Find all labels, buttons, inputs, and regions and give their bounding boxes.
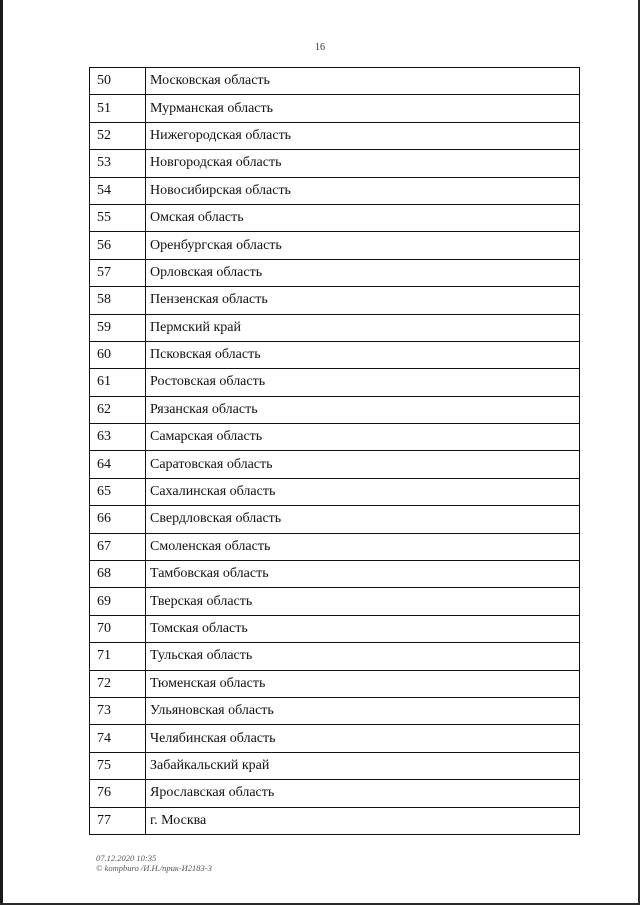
- region-name: г. Москва: [146, 807, 580, 834]
- row-number: 59: [90, 314, 146, 341]
- row-number: 63: [90, 424, 146, 451]
- region-name: Мурманская область: [146, 95, 580, 122]
- table-row: [90, 533, 580, 560]
- table-row: [90, 506, 580, 533]
- region-name: Саратовская область: [146, 451, 580, 478]
- row-number: 77: [90, 807, 146, 834]
- table-row: [90, 561, 580, 588]
- row-number: 75: [90, 752, 146, 779]
- table-row: [90, 752, 580, 779]
- table-row: [90, 68, 580, 95]
- region-name: Сахалинская область: [146, 478, 580, 505]
- table-row: [90, 177, 580, 204]
- region-name: Челябинская область: [146, 725, 580, 752]
- row-number: 52: [90, 122, 146, 149]
- row-number: 61: [90, 369, 146, 396]
- table-row: [90, 150, 580, 177]
- region-name: Нижегородская область: [146, 122, 580, 149]
- row-number: 76: [90, 780, 146, 807]
- table-row: [90, 725, 580, 752]
- region-name: Тамбовская область: [146, 561, 580, 588]
- table-row: [90, 259, 580, 286]
- row-number: 71: [90, 643, 146, 670]
- table-row: [90, 670, 580, 697]
- table-row: [90, 478, 580, 505]
- row-number: 50: [90, 68, 146, 95]
- table-row: [90, 780, 580, 807]
- row-number: 73: [90, 697, 146, 724]
- row-number: 69: [90, 588, 146, 615]
- table-row: [90, 232, 580, 259]
- row-number: 68: [90, 561, 146, 588]
- region-name: Тюменская область: [146, 670, 580, 697]
- region-name: Ярославская область: [146, 780, 580, 807]
- table-row: [90, 204, 580, 231]
- table-row: [90, 122, 580, 149]
- table-row: [90, 341, 580, 368]
- table-row: [90, 95, 580, 122]
- row-number: 64: [90, 451, 146, 478]
- region-name: Смоленская область: [146, 533, 580, 560]
- regions-table: [89, 67, 580, 835]
- region-name: Пензенская область: [146, 287, 580, 314]
- row-number: 70: [90, 615, 146, 642]
- footer-timestamp: 07.12.2020 10:35: [96, 853, 157, 863]
- row-number: 55: [90, 204, 146, 231]
- region-name: Рязанская область: [146, 396, 580, 423]
- table-row: [90, 396, 580, 423]
- region-name: Оренбургская область: [146, 232, 580, 259]
- region-name: Самарская область: [146, 424, 580, 451]
- region-name: Забайкальский край: [146, 752, 580, 779]
- table-row: [90, 615, 580, 642]
- table-row: [90, 314, 580, 341]
- region-name: Московская область: [146, 68, 580, 95]
- region-name: Томская область: [146, 615, 580, 642]
- region-name: Тверская область: [146, 588, 580, 615]
- document-footer: [96, 853, 212, 873]
- table-row: [90, 643, 580, 670]
- row-number: 65: [90, 478, 146, 505]
- table-row: [90, 424, 580, 451]
- row-number: 51: [90, 95, 146, 122]
- table-row: [90, 451, 580, 478]
- row-number: 60: [90, 341, 146, 368]
- row-number: 53: [90, 150, 146, 177]
- row-number: 54: [90, 177, 146, 204]
- row-number: 67: [90, 533, 146, 560]
- regions-table-body: [90, 68, 580, 835]
- region-name: Орловская область: [146, 259, 580, 286]
- footer-document-ref: © kompburo /И.Н./прик-И2183-3: [96, 863, 212, 873]
- page-number: 16: [315, 42, 325, 53]
- row-number: 72: [90, 670, 146, 697]
- row-number: 57: [90, 259, 146, 286]
- region-name: Псковская область: [146, 341, 580, 368]
- table-row: [90, 287, 580, 314]
- scan-edge-left: [0, 0, 3, 905]
- region-name: Новгородская область: [146, 150, 580, 177]
- region-name: Ростовская область: [146, 369, 580, 396]
- region-name: Омская область: [146, 204, 580, 231]
- region-name: Новосибирская область: [146, 177, 580, 204]
- region-name: Свердловская область: [146, 506, 580, 533]
- region-name: Тульская область: [146, 643, 580, 670]
- region-name: Пермский край: [146, 314, 580, 341]
- row-number: 62: [90, 396, 146, 423]
- row-number: 66: [90, 506, 146, 533]
- table-row: [90, 588, 580, 615]
- table-row: [90, 697, 580, 724]
- row-number: 74: [90, 725, 146, 752]
- region-name: Ульяновская область: [146, 697, 580, 724]
- row-number: 56: [90, 232, 146, 259]
- row-number: 58: [90, 287, 146, 314]
- table-row: [90, 807, 580, 834]
- table-row: [90, 369, 580, 396]
